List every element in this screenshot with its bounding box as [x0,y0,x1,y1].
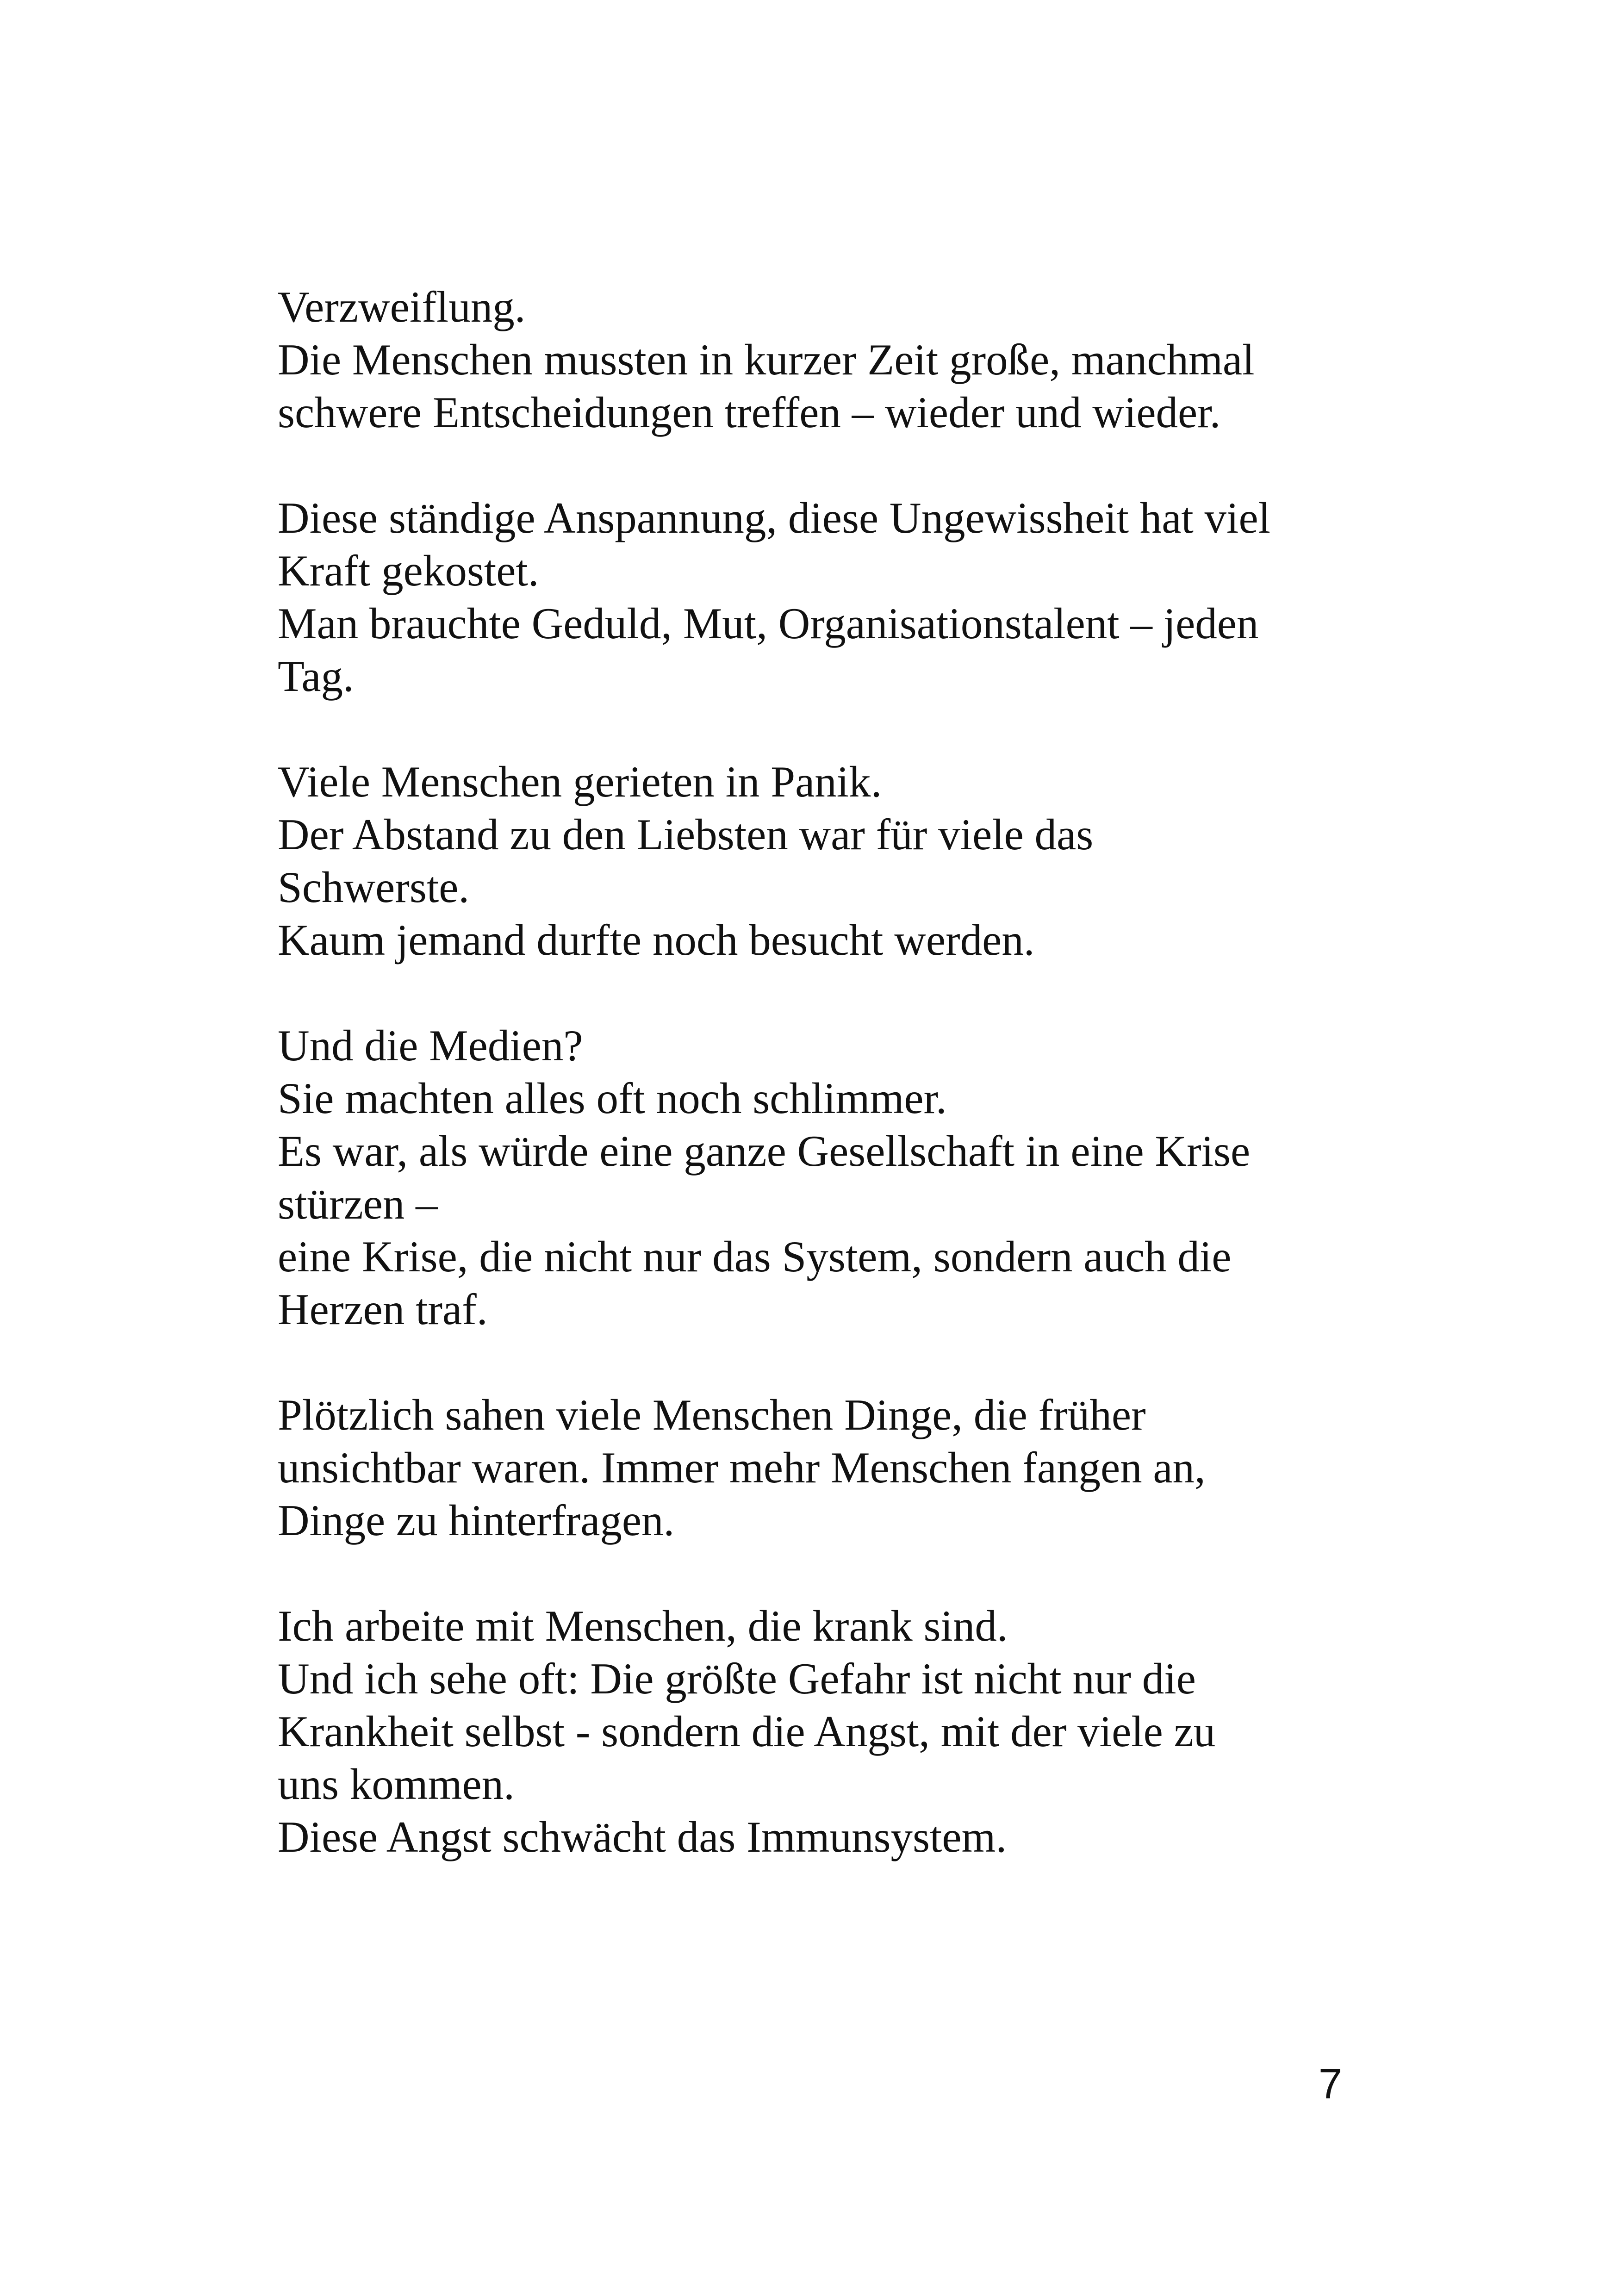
paragraph [278,1388,1388,1547]
text-line: stürzen – [278,1179,438,1228]
text-line: Ich arbeite mit Menschen, die krank sind. [278,1601,1008,1650]
paragraph [278,1019,1388,1336]
text-line: Schwerste. [278,863,470,912]
text-line: Dinge zu hinterfragen. [278,1496,675,1545]
text-line: Viele Menschen gerieten in Panik. [278,757,882,806]
paragraph [278,755,1388,966]
paragraph [278,1599,1388,1863]
text-line: Und ich sehe oft: Die größte Gefahr ist nicht nur die [278,1654,1196,1703]
text-line: eine Krise, die nicht nur das System, sondern auch die [278,1232,1232,1281]
paragraph [278,492,1388,703]
text-line: Diese Angst schwächt das Immunsystem. [278,1812,1007,1861]
text-line: Krankheit selbst - sondern die Angst, mit der viele zu [278,1707,1216,1756]
text-line: Plötzlich sahen viele Menschen Dinge, die früher [278,1390,1146,1439]
page-number: 7 [1318,2060,1342,2108]
text-line: Man brauchte Geduld, Mut, Organisationstalent – jeden [278,599,1259,648]
text-line: Es war, als würde eine ganze Gesellschaft in eine Krise [278,1126,1251,1176]
text-line: Tag. [278,652,354,701]
text-line: Der Abstand zu den Liebsten war für viele das [278,810,1094,859]
text-line: uns kommen. [278,1760,515,1809]
body-text [278,280,1388,1863]
text-line: Herzen traf. [278,1285,488,1334]
text-line: unsichtbar waren. Immer mehr Menschen fangen an, [278,1443,1206,1492]
text-line: Diese ständige Anspannung, diese Ungewissheit hat viel [278,493,1271,542]
text-line: Verzweiflung. [278,282,526,331]
text-line: schwere Entscheidungen treffen – wieder und wieder. [278,388,1221,437]
text-line: Kaum jemand durfte noch besucht werden. [278,915,1035,964]
text-line: Und die Medien? [278,1021,583,1070]
text-line: Die Menschen mussten in kurzer Zeit große, manchmal [278,335,1255,384]
text-line: Kraft gekostet. [278,546,539,595]
paragraph [278,280,1388,439]
text-line: Sie machten alles oft noch schlimmer. [278,1074,947,1123]
